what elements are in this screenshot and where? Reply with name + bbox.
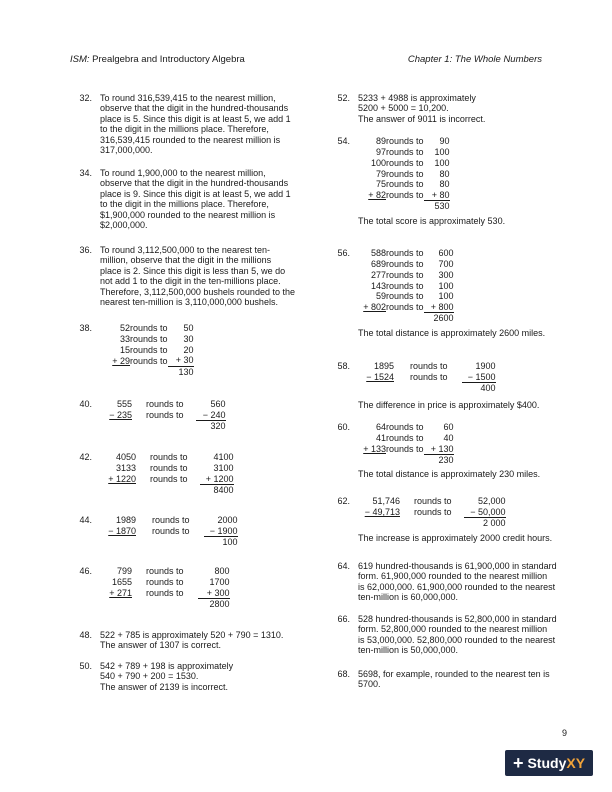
problem-38: [70, 323, 310, 377]
original-value: 51,746: [372, 496, 400, 507]
rounded-value: + 300: [206, 587, 230, 598]
answer-note: The total distance is approximately 230 miles.: [358, 469, 541, 480]
running-header-right: Chapter 1: The Whole Numbers: [407, 54, 542, 65]
rounded-value: − 50,000: [470, 506, 506, 517]
rounding-table: [102, 452, 234, 495]
rounding-table: [360, 496, 506, 529]
rounds-to-label: rounds to: [386, 280, 424, 291]
original-value: − 1870: [108, 526, 136, 537]
text-line: not add 1 to the digit in the ten-millions place.: [100, 276, 281, 287]
text-line: Therefore, 3,112,500,000 bushels rounded to the: [100, 286, 295, 297]
rounds-to-label: rounds to: [152, 526, 190, 537]
rounded-value: + 800: [430, 301, 454, 312]
problem-54: [328, 136, 568, 226]
difference-total: 320: [196, 421, 226, 432]
rounding-table: [360, 248, 454, 324]
rounds-to-label: rounds to: [150, 452, 188, 463]
page-number: 9: [561, 728, 567, 738]
sum-total: 130: [168, 366, 194, 377]
sum-total: 2800: [198, 599, 230, 610]
rounded-value: 2000: [217, 515, 238, 526]
text-line: place is 5. Since this digit is at least 5, we add 1: [100, 113, 291, 124]
rounded-value: 60: [443, 422, 454, 433]
text-line: observe that the digit in the hundred-thousands: [100, 178, 289, 189]
text-line: place is 2. Since this digit is less than 5, we do: [100, 265, 286, 276]
rounds-to-label: rounds to: [386, 136, 424, 147]
problem-number: 68.: [337, 669, 350, 679]
original-value: 588: [370, 248, 386, 259]
problem-number: 60.: [337, 422, 350, 432]
problem-56: [328, 248, 568, 338]
problem-number: 44.: [79, 515, 92, 525]
original-value: 59: [375, 291, 386, 302]
text-line: 5200 + 5000 = 10,200.: [358, 103, 449, 114]
problem-60: [328, 422, 568, 480]
rounds-to-label: rounds to: [130, 344, 168, 355]
rounded-value: 52,000: [478, 496, 506, 507]
rounds-to-label: rounds to: [386, 269, 424, 280]
rounds-to-label: rounds to: [386, 157, 424, 168]
rounded-value: 100: [438, 291, 454, 302]
text-line: To round 1,900,000 to the nearest million,: [100, 168, 266, 178]
header-book-title: Prealgebra and Introductory Algebra: [89, 54, 245, 65]
original-value: + 1220: [108, 473, 136, 484]
problem-number: 36.: [79, 245, 92, 255]
problem-64: [328, 561, 568, 603]
original-value: 555: [116, 399, 132, 410]
text-line: 528 hundred-thousands is 52,800,000 in standard: [358, 614, 557, 624]
rounded-value: + 1200: [205, 473, 234, 484]
brand-name-xy: XY: [566, 754, 586, 771]
original-value: 1895: [373, 361, 394, 372]
rounding-table: [360, 136, 450, 212]
rounded-value: 4100: [213, 452, 234, 463]
original-value: 689: [370, 258, 386, 269]
rounds-to-label: rounds to: [386, 190, 424, 201]
original-value: 143: [370, 280, 386, 291]
text-line: 542 + 789 + 198 is approximately: [100, 661, 234, 671]
rounds-to-label: rounds to: [146, 576, 184, 587]
problem-number: 52.: [337, 93, 350, 103]
rounded-value: 560: [210, 399, 226, 410]
text-line: 5233 + 4988 is approximately: [358, 93, 476, 103]
original-value: − 1524: [366, 372, 394, 383]
text-line: The answer of 1307 is correct.: [100, 640, 222, 651]
problem-number: 46.: [79, 566, 92, 576]
rounds-to-label: rounds to: [414, 507, 452, 518]
rounding-table: [102, 566, 230, 609]
original-value: 100: [370, 157, 386, 168]
rounding-table: [102, 323, 194, 377]
problem-36: [70, 245, 310, 307]
text-line: million, observe that the digit in the millions: [100, 255, 272, 266]
original-value: + 802: [363, 302, 386, 313]
problem-48: [70, 630, 310, 651]
rounded-value: + 80: [431, 189, 450, 200]
rounds-to-label: rounds to: [386, 302, 424, 313]
answer-note: The increase is approximately 2000 credit hours.: [358, 532, 553, 543]
rounded-value: 90: [439, 136, 450, 147]
rounded-value: 600: [438, 248, 454, 259]
rounds-to-label: rounds to: [386, 258, 424, 269]
rounds-to-label: rounds to: [130, 355, 168, 366]
rounds-to-label: rounds to: [386, 179, 424, 190]
answer-note: The difference in price is approximately $400.: [358, 399, 540, 410]
text-line: is 53,000,000. 52,800,000 rounded to the nearest: [358, 634, 556, 645]
rounding-table: [360, 422, 454, 465]
problem-40: [70, 399, 310, 432]
answer-note: The total score is approximately 530.: [358, 215, 506, 226]
rounds-to-label: rounds to: [150, 462, 188, 473]
rounded-value: 800: [214, 566, 230, 577]
problem-number: 54.: [337, 136, 350, 146]
rounding-table: [102, 399, 226, 432]
rounded-value: 300: [438, 269, 454, 280]
rounds-to-label: rounds to: [146, 587, 184, 598]
text-line: to the digit in the millions place. Therefore,: [100, 199, 269, 210]
text-line: 540 + 790 + 200 = 1530.: [100, 671, 199, 682]
rounded-value: − 1500: [467, 371, 496, 382]
text-line: form. 61,900,000 rounded to the nearest million: [358, 571, 548, 582]
brand-name-study: Study: [527, 754, 567, 771]
rounded-value: 700: [438, 258, 454, 269]
text-line: to the digit in the millions place. Therefore,: [100, 124, 269, 135]
rounds-to-label: rounds to: [386, 422, 424, 433]
rounded-value: − 1900: [209, 525, 238, 536]
answer-note: The total distance is approximately 2600 miles.: [358, 327, 546, 338]
running-header-left: [70, 55, 245, 65]
text-line: ten-million is 50,000,000.: [358, 645, 459, 656]
original-value: + 271: [109, 587, 132, 598]
rounds-to-label: rounds to: [146, 566, 184, 577]
rounds-to-label: rounds to: [386, 291, 424, 302]
problem-number: 40.: [79, 399, 92, 409]
rounded-value: 40: [443, 432, 454, 443]
original-value: 1989: [115, 515, 136, 526]
rounded-value: 3100: [213, 462, 234, 473]
original-value: 277: [370, 269, 386, 280]
problem-number: 50.: [79, 661, 92, 671]
rounds-to-label: rounds to: [386, 443, 424, 454]
original-value: − 49,713: [364, 507, 400, 518]
problem-68: [328, 669, 568, 690]
plus-icon: +: [512, 753, 524, 773]
original-value: 3133: [115, 462, 136, 473]
original-value: 79: [375, 168, 386, 179]
studyxy-logo[interactable]: [505, 750, 593, 776]
original-value: 52: [119, 323, 130, 334]
rounds-to-label: rounds to: [130, 323, 168, 334]
rounds-to-label: rounds to: [130, 333, 168, 344]
sum-total: 230: [424, 455, 454, 466]
rounds-to-label: rounds to: [414, 496, 452, 507]
rounded-value: + 30: [175, 355, 194, 366]
rounded-value: 50: [183, 323, 194, 334]
original-value: 64: [375, 422, 386, 433]
text-line: form. 52,800,000 rounded to the nearest million: [358, 624, 548, 635]
problem-52: [328, 93, 568, 124]
rounds-to-label: rounds to: [410, 372, 448, 383]
rounded-value: 80: [439, 168, 450, 179]
text-line: place is 9. Since this digit is at least 5, we add 1: [100, 188, 291, 199]
problem-number: 64.: [337, 561, 350, 571]
rounded-value: 80: [439, 179, 450, 190]
original-value: 97: [375, 146, 386, 157]
rounds-to-label: rounds to: [386, 248, 424, 259]
text-line: 5700.: [358, 679, 381, 690]
difference-total: 2 000: [464, 518, 506, 529]
original-value: 799: [116, 566, 132, 577]
problem-42: [70, 452, 310, 495]
rounded-value: 100: [434, 146, 450, 157]
problem-46: [70, 566, 310, 609]
original-value: 89: [375, 136, 386, 147]
rounded-value: 100: [434, 157, 450, 168]
problem-number: 48.: [79, 630, 92, 640]
original-value: 1655: [111, 576, 132, 587]
rounds-to-label: rounds to: [146, 399, 184, 410]
rounded-value: − 240: [202, 409, 226, 420]
original-value: 15: [119, 344, 130, 355]
original-value: 41: [375, 432, 386, 443]
original-value: 33: [119, 333, 130, 344]
text-line: 619 hundred-thousands is 61,900,000 in standard: [358, 561, 557, 571]
rounds-to-label: rounds to: [410, 361, 448, 372]
problem-number: 34.: [79, 168, 92, 178]
problem-number: 42.: [79, 452, 92, 462]
sum-total: 2600: [424, 313, 454, 324]
rounding-table: [102, 515, 238, 548]
text-line: 317,000,000.: [100, 145, 153, 156]
rounds-to-label: rounds to: [386, 146, 424, 157]
rounded-value: 100: [438, 280, 454, 291]
rounds-to-label: rounds to: [386, 432, 424, 443]
rounded-value: 1900: [475, 361, 496, 372]
sum-total: 530: [424, 201, 450, 212]
text-line: To round 316,539,415 to the nearest million,: [100, 93, 276, 103]
sum-total: 8400: [200, 485, 234, 496]
original-value: 4050: [115, 452, 136, 463]
problem-58: [328, 361, 568, 410]
problem-number: 56.: [337, 248, 350, 258]
text-line: The answer of 2139 is incorrect.: [100, 681, 229, 692]
header-book-abbrev: ISM:: [70, 54, 90, 65]
problem-34: [70, 168, 310, 230]
original-value: + 82: [368, 190, 386, 201]
rounded-value: 20: [183, 344, 194, 355]
original-value: − 235: [109, 410, 132, 421]
text-line: The answer of 9011 is incorrect.: [358, 113, 486, 124]
problem-62: [328, 496, 568, 543]
original-value: 75: [375, 179, 386, 190]
original-value: + 133: [363, 443, 386, 454]
text-line: is 62,000,000. 61,900,000 rounded to the nearest: [358, 581, 556, 592]
problem-32: [70, 93, 310, 155]
problem-66: [328, 614, 568, 656]
difference-total: 100: [204, 537, 238, 548]
original-value: + 29: [112, 355, 130, 366]
text-line: 5698, for example, rounded to the nearest ten is: [358, 669, 550, 679]
text-line: $2,000,000.: [100, 220, 148, 231]
text-line: 522 + 785 is approximately 520 + 790 = 1310.: [100, 630, 284, 640]
rounds-to-label: rounds to: [386, 168, 424, 179]
rounding-table: [360, 361, 496, 394]
text-line: nearest ten-million is 3,110,000,000 bushels.: [100, 297, 278, 308]
text-line: $1,900,000 rounded to the nearest million is: [100, 209, 276, 220]
text-line: To round 3,112,500,000 to the nearest ten-: [100, 245, 270, 255]
text-line: observe that the digit in the hundred-thousands: [100, 103, 289, 114]
rounded-value: 1700: [209, 576, 230, 587]
problem-50: [70, 661, 310, 692]
problem-number: 32.: [79, 93, 92, 103]
rounds-to-label: rounds to: [146, 410, 184, 421]
text-line: 316,539,415 rounded to the nearest million is: [100, 134, 281, 145]
rounds-to-label: rounds to: [150, 473, 188, 484]
problem-number: 38.: [79, 323, 92, 333]
problem-number: 58.: [337, 361, 350, 371]
rounded-value: 30: [183, 333, 194, 344]
problem-number: 62.: [337, 496, 350, 506]
problem-number: 66.: [337, 614, 350, 624]
rounds-to-label: rounds to: [152, 515, 190, 526]
text-line: ten-million is 60,000,000.: [358, 592, 459, 603]
difference-total: 400: [462, 383, 496, 394]
problem-44: [70, 515, 310, 548]
rounded-value: + 130: [430, 443, 454, 454]
